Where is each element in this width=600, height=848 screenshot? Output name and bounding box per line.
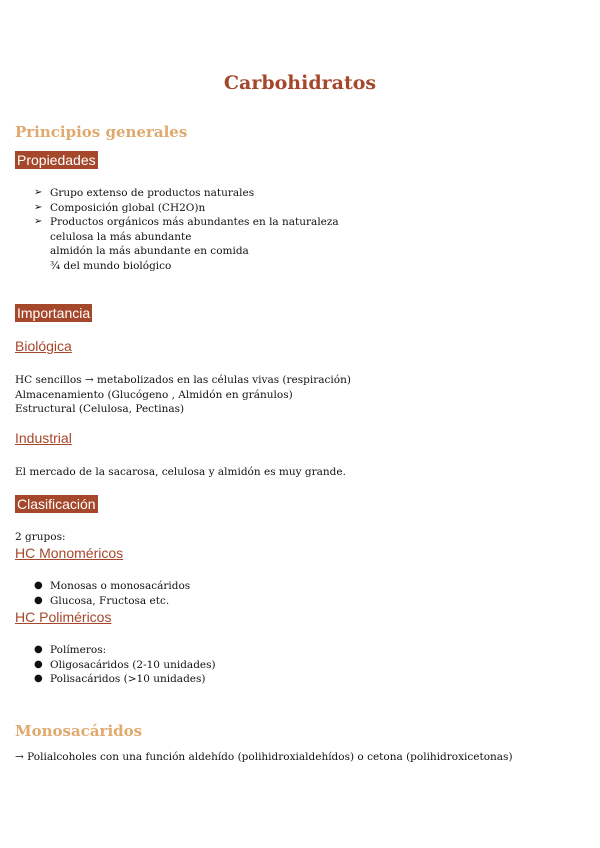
continuation-line: ¾ del mundo biológico	[50, 259, 172, 272]
biologica-text	[15, 373, 351, 417]
list-item: ➢ Grupo extenso de productos naturales	[34, 187, 255, 199]
propiedades-list	[34, 186, 339, 273]
list-item: ● Oligosacáridos (2-10 unidades)	[34, 658, 216, 671]
monosacaridos-text: → Polialcoholes con una función aldehído (polihidroxialdehídos) o cetona (polihidroxicetonas)	[15, 751, 513, 763]
bullet-icon: ●	[34, 673, 43, 684]
section-heading-monosacaridos: Monosacáridos	[15, 722, 143, 740]
bullet-icon: ●	[34, 580, 43, 591]
list-item: ➢ Productos orgánicos más abundantes en la naturaleza	[34, 216, 339, 228]
subheading-industrial: Industrial	[15, 430, 72, 446]
list-item: ● Polisacáridos (>10 unidades)	[34, 673, 206, 685]
bullet-icon: ●	[34, 644, 43, 655]
monomericos-list	[34, 579, 190, 608]
subheading-polimericos: HC Poliméricos	[15, 609, 112, 625]
list-item: ➢ Composición global (CH2O)n	[34, 201, 206, 214]
list-item: ● Polímeros:	[34, 644, 107, 656]
text-line: Estructural (Celulosa, Pectinas)	[15, 403, 185, 415]
arrow-bullet-icon: ➢	[34, 187, 43, 198]
subheading-monomericos: HC Monoméricos	[15, 545, 124, 561]
industrial-text: El mercado de la sacarosa, celulosa y almidón es muy grande.	[15, 466, 346, 478]
section-heading-principios: Principios generales	[15, 123, 188, 141]
continuation-line: celulosa la más abundante	[50, 230, 192, 243]
text-line: HC sencillos → metabolizados en las células vivas (respiración)	[15, 374, 351, 386]
highlight-heading-importancia: Importancia	[17, 305, 91, 321]
bullet-icon: ●	[34, 658, 43, 670]
list-item: ● Glucosa, Fructosa etc.	[34, 594, 170, 607]
highlight-heading-clasificacion: Clasificación	[17, 496, 96, 512]
highlight-heading-propiedades: Propiedades	[17, 152, 96, 168]
subheading-biologica: Biológica	[15, 338, 72, 354]
clasificacion-intro: 2 grupos:	[15, 531, 66, 543]
list-item: ● Monosas o monosacáridos	[34, 580, 191, 592]
arrow-bullet-icon: ➢	[34, 201, 43, 213]
page-title: Carbohidratos	[223, 72, 377, 94]
text-line: Almacenamiento (Glucógeno , Almidón en gránulos)	[15, 388, 293, 401]
polimericos-list	[34, 643, 216, 687]
bullet-icon: ●	[34, 594, 43, 606]
arrow-bullet-icon: ➢	[34, 216, 43, 227]
continuation-line: almidón la más abundante en comida	[50, 245, 249, 257]
